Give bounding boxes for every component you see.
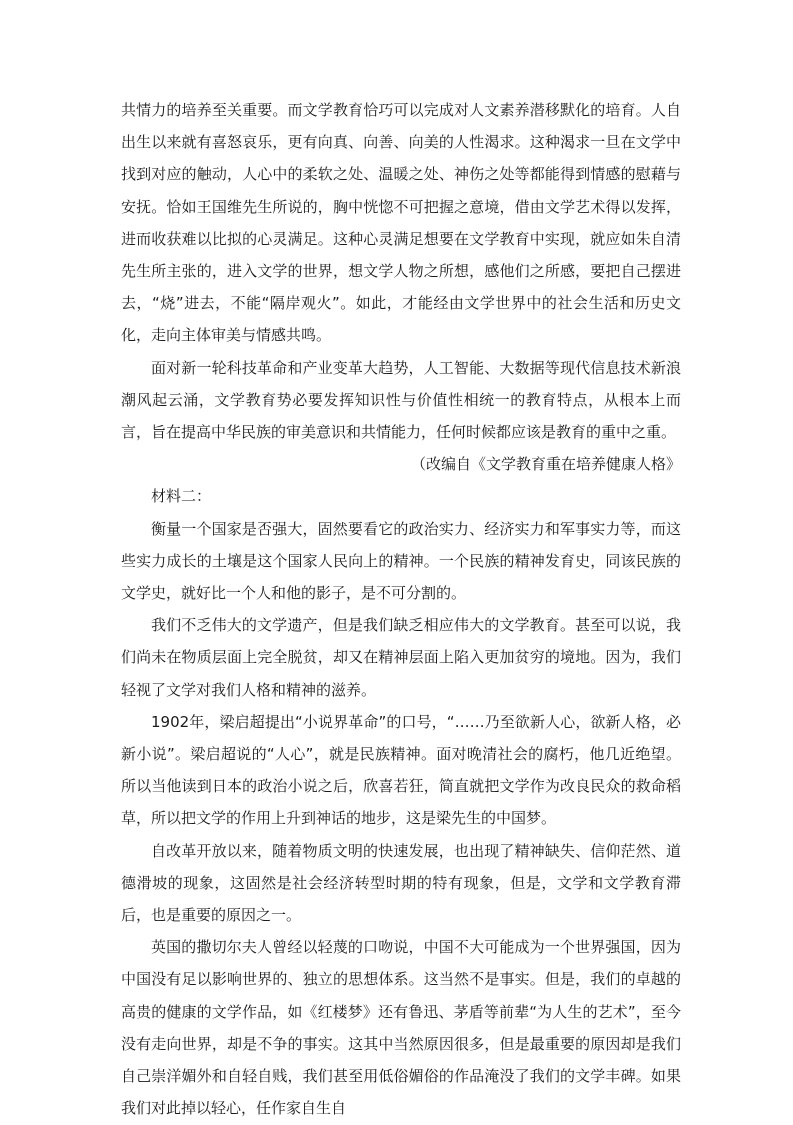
source-citation: （改编自《文学教育重在培养健康人格》 (410, 455, 681, 474)
paragraph-2: 面对新一轮科技革命和产业变革大趋势，人工智能、大数据等现代信息技术新浪潮风起云涌，文学教育势必要发挥知识性与价值性相统一的教育特点，从根本上而言，旨在提高中华民族的审美意识和共情能力，任何时候都应该是教育的重中之重。 (121, 358, 681, 442)
paragraph-5: 1902年，梁启超提出“小说界革命”的口号，“……乃至欲新人心，欲新人格，必新小说”。梁启超说的“人心”，就是民族精神。面对晚清社会的腐朽，他几近绝望。所以当他读到日本的政治小说之后，欣喜若狂，简直就把文学作为改良民众的救命稻草，所以把文学的作用上升到神话的地步，这是梁先生的中国梦。 (121, 712, 681, 828)
paragraph-3: 衡量一个国家是否强大，固然要看它的政治实力、经济实力和军事实力等，而这些实力成长的土壤是这个国家人民向上的精神。一个民族的精神发育史，同该民族的文学史，就好比一个人和他的影子，是不可分割的。 (121, 519, 681, 603)
document-body (121, 94, 681, 1125)
paragraph-4: 我们不乏伟大的文学遗产，但是我们缺乏相应伟大的文学教育。甚至可以说，我们尚未在物质层面上完全脱贫，却又在精神层面上陷入更加贫穷的境地。因为，我们轻视了文学对我们人格和精神的滋养。 (121, 616, 681, 699)
paragraph-6: 自改革开放以来，随着物质文明的快速发展，也出现了精神缺失、信仰茫然、道德滑坡的现象，这固然是社会经济转型时期的特有现象，但是，文学和文学教育滞后，也是重要的原因之一。 (121, 841, 681, 925)
material-two-heading: 材料二： (151, 487, 212, 506)
paragraph-1: 共情力的培养至关重要。而文学教育恰巧可以完成对人文素养潜移默化的培育。人自出生以来就有喜怒哀乐，更有向真、向善、向美的人性渴求。这种渴求一旦在文学中找到对应的触动，人心中的柔软之处、温暖之处、神伤之处等都能得到情感的慰藉与安抚。恰如王国维先生所说的，胸中恍惚不可把握之意境，借由文学艺术得以发挥，进而收获难以比拟的心灵满足。这种心灵满足想要在文学教育中实现，就应如朱自清先生所主张的，进入文学的世界，想文学人物之所想，感他们之所感，要把自己摆进去，“烧”进去，不能“隔岸观火”。如此，才能经由文学世界中的社会生活和历史文化，走向主体审美与情感共鸣。 (121, 101, 681, 345)
paragraph-7: 英国的撒切尔夫人曾经以轻蔑的口吻说，中国不大可能成为一个世界强国，因为中国没有足以影响世界的、独立的思想体系。这当然不是事实。但是，我们的卓越的高贵的健康的文学作品，如《红楼梦》还有鲁迅、茅盾等前辈“为人生的艺术”，至今没有走向世界，却是不争的事实。这其中当然原因很多，但是最重要的原因却是我们自己崇洋媚外和自轻自贱，我们甚至用低俗媚俗的作品淹没了我们的文学丰碑。如果我们对此掉以轻心，任作家自生自 (121, 938, 681, 1118)
